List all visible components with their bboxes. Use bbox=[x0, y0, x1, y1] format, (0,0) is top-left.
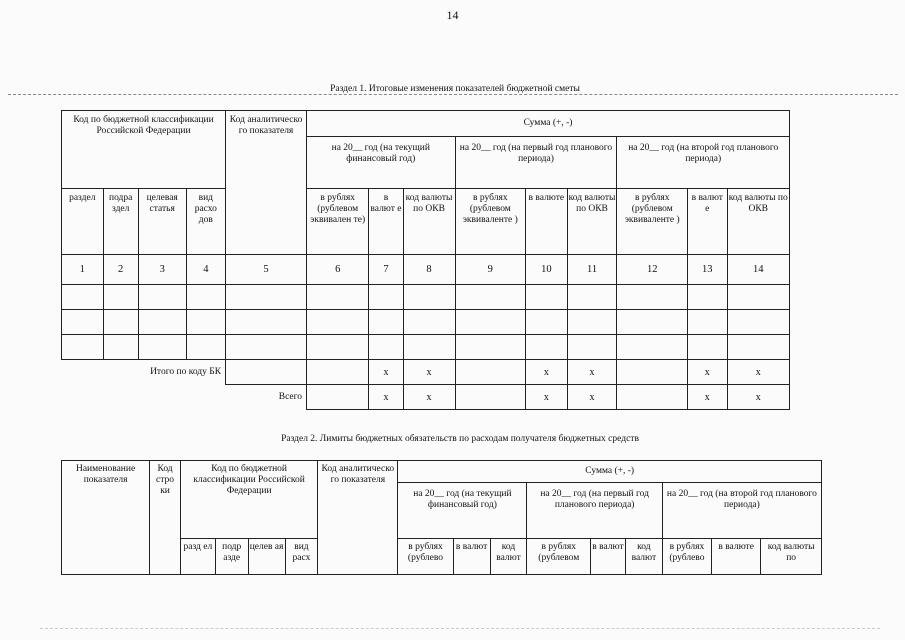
s1-col-number: 1 bbox=[62, 255, 104, 285]
s2-h-year-first: на 20__ год (на первый год планового периода) bbox=[527, 483, 662, 539]
s1-col-number: 5 bbox=[226, 255, 307, 285]
s1-x-mark: х bbox=[526, 385, 568, 410]
s2-h-rub-2: в рублях (рублевом bbox=[527, 539, 591, 575]
s1-h-bk-code: Код по бюджетной классификации Российской Федерации bbox=[62, 111, 226, 189]
s1-h-razdel: раздел bbox=[62, 189, 104, 255]
s1-x-mark: х bbox=[567, 360, 617, 385]
s2-h-bk-code: Код по бюджетной классификации Российской Федерации bbox=[180, 461, 317, 539]
s1-col-number: 2 bbox=[103, 255, 138, 285]
s2-h-val-2: в валют bbox=[591, 539, 626, 575]
s1-h-analytic: Код аналитическо го показателя bbox=[226, 111, 307, 255]
s1-h-okv-2: код валюты по ОКВ bbox=[567, 189, 617, 255]
s2-h-analytic: Код аналитическо го показателя bbox=[318, 461, 398, 575]
s2-h-razdel: разд ел bbox=[180, 539, 215, 575]
s1-col-number: 12 bbox=[617, 255, 688, 285]
s1-x-mark: х bbox=[567, 385, 617, 410]
s2-h-vid: вид расх bbox=[285, 539, 318, 575]
s1-empty-row bbox=[62, 335, 790, 360]
s1-h-target: целевая статья bbox=[138, 189, 186, 255]
s1-col-number: 10 bbox=[526, 255, 568, 285]
s1-h-rub-1: в рублях (рублевом эквивален те) bbox=[307, 189, 369, 255]
s1-h-year-current: на 20__ год (на текущий финансовый год) bbox=[307, 137, 455, 189]
s1-col-number: 3 bbox=[138, 255, 186, 285]
s2-h-target: целев ая bbox=[248, 539, 285, 575]
s1-total-label: Всего bbox=[278, 391, 303, 402]
s1-x-mark: х bbox=[403, 385, 455, 410]
s1-x-mark: х bbox=[369, 360, 403, 385]
s1-h-podrazdel: подра здел bbox=[103, 189, 138, 255]
s1-h-okv-1: код валюты по ОКВ bbox=[403, 189, 455, 255]
s1-h-sum: Сумма (+, -) bbox=[307, 111, 790, 137]
s1-h-vid: вид расхо дов bbox=[186, 189, 225, 255]
scan-artifact-line bbox=[40, 628, 880, 629]
s2-h-name: Наименование показателя bbox=[62, 461, 150, 575]
s1-x-mark: х bbox=[688, 360, 727, 385]
s1-x-mark: х bbox=[369, 385, 403, 410]
s1-h-val-1: в валют е bbox=[369, 189, 403, 255]
s1-x-mark: х bbox=[403, 360, 455, 385]
s1-x-mark: х bbox=[526, 360, 568, 385]
s2-h-val-1: в валют bbox=[453, 539, 490, 575]
section1-title: Раздел 1. Итоговые изменения показателей бюджетной сметы bbox=[330, 84, 580, 94]
s1-col-number: 9 bbox=[455, 255, 526, 285]
page-number: 14 bbox=[446, 8, 459, 22]
s1-empty-row bbox=[62, 285, 790, 310]
s1-col-number: 6 bbox=[307, 255, 369, 285]
s1-col-number: 7 bbox=[369, 255, 403, 285]
s1-col-number: 14 bbox=[727, 255, 790, 285]
s1-h-val-3: в валют е bbox=[688, 189, 727, 255]
s2-h-year-second: на 20__ год (на второй год планового периода) bbox=[662, 483, 821, 539]
s1-col-number: 11 bbox=[567, 255, 617, 285]
s1-h-year-first: на 20__ год (на первый год планового периода) bbox=[455, 137, 617, 189]
s1-x-mark: х bbox=[727, 385, 790, 410]
s1-x-mark: х bbox=[688, 385, 727, 410]
s1-col-number: 13 bbox=[688, 255, 727, 285]
section2-title: Раздел 2. Лимиты бюджетных обязательств по расходам получателя бюджетных средств bbox=[281, 434, 639, 444]
s1-h-rub-3: в рублях (рублевом эквиваленте ) bbox=[617, 189, 688, 255]
s2-h-val-3: в валюте bbox=[712, 539, 761, 575]
s2-h-sum: Сумма (+, -) bbox=[398, 461, 822, 483]
s1-col-number: 8 bbox=[403, 255, 455, 285]
s1-x-mark: х bbox=[727, 360, 790, 385]
section1-table bbox=[61, 110, 790, 410]
s2-h-rub-3: в рублях (рублево bbox=[662, 539, 711, 575]
section2-table bbox=[61, 460, 822, 575]
s2-h-rub-1: в рублях (рублево bbox=[398, 539, 453, 575]
s2-h-line-code: Код стро ки bbox=[150, 461, 181, 575]
s1-h-year-second: на 20__ год (на второй год планового периода) bbox=[617, 137, 790, 189]
s2-h-podrazdel: подр азде bbox=[215, 539, 248, 575]
s2-h-okv-1: код валют bbox=[490, 539, 527, 575]
s2-h-okv-2: код валют bbox=[625, 539, 662, 575]
s1-total-bk-label: Итого по коду БК bbox=[150, 366, 222, 377]
s1-h-val-2: в валюте bbox=[526, 189, 568, 255]
s2-h-okv-3: код валюты по bbox=[761, 539, 822, 575]
s1-empty-row bbox=[62, 310, 790, 335]
section1-rule bbox=[8, 94, 898, 95]
s2-h-year-current: на 20__ год (на текущий финансовый год) bbox=[398, 483, 527, 539]
s1-col-number: 4 bbox=[186, 255, 225, 285]
s1-h-rub-2: в рублях (рублевом эквиваленте ) bbox=[455, 189, 526, 255]
s1-h-okv-3: код валюты по ОКВ bbox=[727, 189, 790, 255]
